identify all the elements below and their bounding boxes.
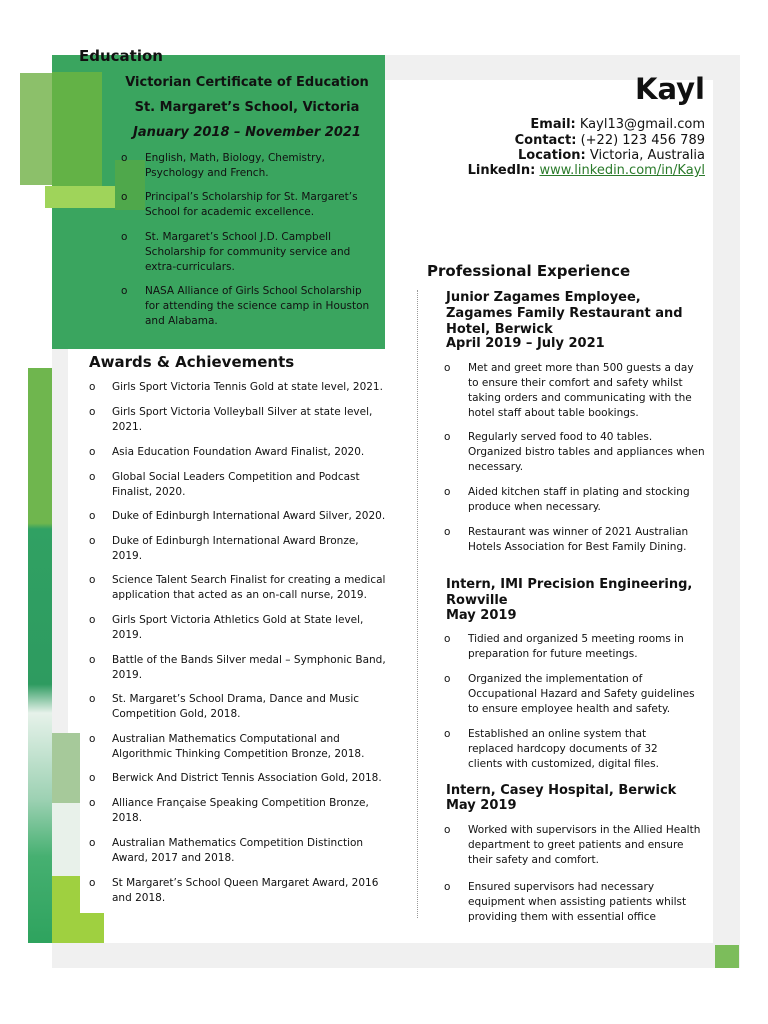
education-item: St. Margaret’s School J.D. Campbell Scholarship for community service and extra-curriculars. [145, 231, 351, 273]
award-item: St Margaret’s School Queen Margaret Award, 2016 and 2018. [112, 877, 379, 904]
bullet-icon: o [89, 733, 96, 745]
bullet-icon: o [89, 797, 96, 809]
job-duty-item: Ensured supervisors had necessary equipment when assisting patients whilst providing them with essential office [468, 881, 687, 923]
column-divider [417, 290, 418, 918]
bullet-icon: o [89, 381, 96, 393]
location-value: Victoria, Australia [589, 148, 705, 163]
award-item: Duke of Edinburgh International Award Silver, 2020. [112, 510, 386, 522]
job-duty-item: Met and greet more than 500 guests a day to ensure their comfort and safety whilst taking orders and communicating with the hotel staff about table bookings. [468, 362, 694, 419]
job-duty-item: Regularly served food to 40 tables. Organized bistro tables and appliances when necessary. [468, 431, 705, 473]
award-item: Global Social Leaders Competition and Podcast Finalist, 2020. [112, 471, 360, 498]
job-duty-item: Tidied and organized 5 meeting rooms in preparation for future meetings. [468, 633, 684, 660]
job-dates: April 2019 – July 2021 [446, 336, 605, 351]
education-dates: January 2018 – November 2021 [133, 125, 361, 140]
bullet-icon: o [89, 693, 96, 705]
linkedin-line [468, 163, 705, 178]
bullet-icon: o [89, 446, 96, 458]
decorative-block [115, 160, 145, 210]
award-item: Asia Education Foundation Award Finalist, 2020. [112, 446, 365, 458]
bullet-icon: o [121, 285, 128, 297]
bullet-icon: o [89, 471, 96, 483]
decorative-block [45, 186, 115, 208]
award-item: Berwick And District Tennis Association Gold, 2018. [112, 772, 382, 784]
job-duty-item: Established an online system that replaced hardcopy documents of 32 clients with customized, digital files. [468, 728, 659, 770]
decorative-block [715, 945, 739, 968]
award-item: Australian Mathematics Competition Distinction Award, 2017 and 2018. [112, 837, 364, 864]
email-value[interactable]: Kayl13@gmail.com [579, 117, 705, 132]
award-item: Girls Sport Victoria Tennis Gold at state level, 2021. [112, 381, 383, 393]
bullet-icon: o [121, 191, 128, 203]
job-dates: May 2019 [446, 798, 517, 813]
education-item: English, Math, Biology, Chemistry, Psychology and French. [145, 152, 326, 179]
bullet-icon: o [89, 535, 96, 547]
bullet-icon: o [444, 486, 451, 498]
bullet-icon: o [89, 614, 96, 626]
bullet-icon: o [444, 431, 451, 443]
education-certificate: Victorian Certificate of Education [125, 75, 369, 90]
job-duty-item: Worked with supervisors in the Allied Health department to greet patients and ensure their safety and comfort. [468, 824, 701, 866]
job-dates: May 2019 [446, 608, 517, 623]
bullet-icon: o [89, 772, 96, 784]
candidate-name: Kayl [635, 72, 705, 106]
award-item: Science Talent Search Finalist for creating a medical application that acted as an on-call nurse, 2019. [112, 574, 386, 601]
email-line [530, 117, 705, 132]
bullet-icon: o [89, 654, 96, 666]
contact-label: Contact: [514, 133, 577, 148]
decorative-side-strip [28, 368, 52, 943]
bullet-icon: o [89, 877, 96, 889]
bullet-icon: o [121, 152, 128, 164]
bullet-icon: o [444, 526, 451, 538]
job-duty-item: Aided kitchen staff in plating and stocking produce when necessary. [468, 486, 690, 513]
award-item: Girls Sport Victoria Athletics Gold at State level, 2019. [112, 614, 364, 641]
experience-heading: Professional Experience [427, 262, 631, 280]
award-item: Girls Sport Victoria Volleyball Silver at state level, 2021. [112, 406, 373, 433]
award-item: Battle of the Bands Silver medal – Symphonic Band, 2019. [112, 654, 386, 681]
bullet-icon: o [444, 881, 451, 893]
award-item: Duke of Edinburgh International Award Bronze, 2019. [112, 535, 359, 562]
email-label: Email: [530, 117, 576, 132]
education-item: NASA Alliance of Girls School Scholarship for attending the science camp in Houston and Alabama. [145, 285, 370, 327]
award-item: Alliance Française Speaking Competition Bronze, 2018. [112, 797, 369, 824]
award-item: St. Margaret’s School Drama, Dance and Music Competition Gold, 2018. [112, 693, 360, 720]
education-school: St. Margaret’s School, Victoria [134, 100, 360, 115]
contact-value: (+22) 123 456 789 [580, 133, 705, 148]
bullet-icon: o [444, 824, 451, 836]
bullet-icon: o [444, 728, 451, 740]
bullet-icon: o [89, 574, 96, 586]
award-item: Australian Mathematics Computational and Algorithmic Thinking Competition Bronze, 2018. [112, 733, 365, 760]
education-item: Principal’s Scholarship for St. Margaret’s School for academic excellence. [145, 191, 358, 218]
linkedin-label: LinkedIn: [467, 163, 536, 178]
job-title: Intern, Casey Hospital, Berwick [446, 783, 677, 798]
job-duty-item: Organized the implementation of Occupational Hazard and Safety guidelines to ensure employee health and safety. [468, 673, 695, 715]
location-line [518, 148, 705, 163]
job-title: Junior Zagames Employee, Zagames Family Restaurant and Hotel, Berwick [446, 290, 683, 337]
bullet-icon: o [89, 510, 96, 522]
bullet-icon: o [89, 406, 96, 418]
education-heading: Education [79, 47, 163, 65]
decorative-block [52, 913, 104, 943]
awards-heading: Awards & Achievements [89, 353, 295, 371]
bullet-icon: o [444, 673, 451, 685]
job-title: Intern, IMI Precision Engineering, Rowville [446, 577, 693, 608]
linkedin-link[interactable]: www.linkedin.com/in/Kayl [539, 163, 705, 178]
bullet-icon: o [121, 231, 128, 243]
decorative-block [52, 733, 80, 803]
bullet-icon: o [444, 633, 451, 645]
location-label: Location: [518, 148, 586, 163]
decorative-block [52, 803, 80, 876]
bullet-icon: o [89, 837, 96, 849]
job-duty-item: Restaurant was winner of 2021 Australian Hotels Association for Best Family Dining. [468, 526, 689, 553]
bullet-icon: o [444, 362, 451, 374]
contact-line [515, 133, 705, 148]
